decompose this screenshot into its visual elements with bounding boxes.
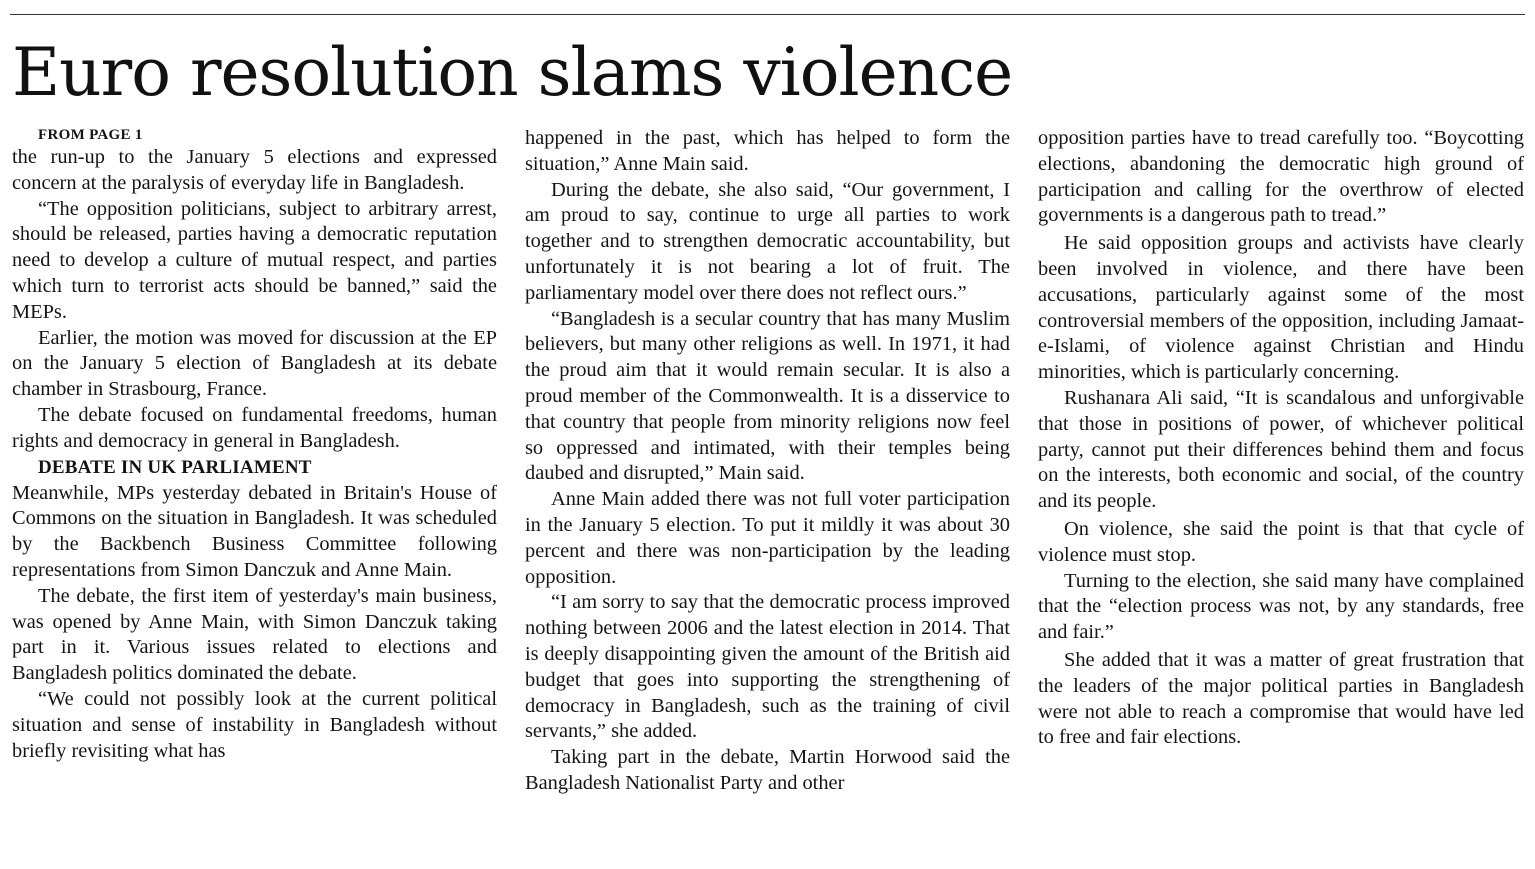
column-3 [1038,126,1524,869]
paragraph: On violence, she said the point is that that cycle of violence must stop. [1038,517,1524,566]
paragraph: opposition parties have to tread carefully too. “Boycotting elections, abandoning the democratic high ground of participation and calling for the overthrow of elected governments is a dangerous path to tread.” [1038,127,1524,227]
paragraph: She added that it was a matter of great frustration that the leaders of the major political parties in Bangladesh were not able to reach a compromise that would have led to free and fair elections. [1038,648,1524,749]
paragraph: Earlier, the motion was moved for discussion at the EP on the January 5 election of Bangladesh at its debate chamber in Strasbourg, France. [12,326,497,401]
paragraph: During the debate, she also said, “Our government, I am proud to say, continue to urge all parties to work together and to strengthen democratic accountability, but unfortunately it is not bearing a lot of fruit. The parliamentary model over there does not reflect ours.” [525,178,1010,304]
paragraph: “The opposition politicians, subject to arbitrary arrest, should be released, parties having a democratic reputation need to develop a culture of mutual respect, and parties which turn to terrorist acts should be banned,” said the MEPs. [12,197,497,323]
column-2 [525,126,1010,869]
paragraph: The debate, the first item of yesterday's main business, was opened by Anne Main, with Simon Danczuk taking part in it. Various issues related to elections and Bangladesh politics dominated the debate. [12,584,497,685]
paragraph: “Bangladesh is a secular country that has many Muslim believers, but many other religions as well. In 1971, it had the proud aim that it would remain secular. It is also a proud member of the Commonwealth. It is a disservice to that country that people from minority religions now feel so oppressed and intimated, with their temples being daubed and disrupted,” Main said. [525,307,1010,485]
paragraph: Turning to the election, she said many have complained that the “election process was not, by any standards, free and fair.” [1038,569,1524,644]
from-page-label: FROM PAGE 1 [38,127,143,143]
column-1 [12,126,497,869]
subhead: DEBATE IN UK PARLIAMENT [38,456,312,478]
paragraph: happened in the past, which has helped to form the situation,” Anne Main said. [525,127,1010,175]
paragraph: Taking part in the debate, Martin Horwood said the Bangladesh Nationalist Party and other [525,746,1010,794]
headline: Euro resolution slams violence [12,34,1013,111]
paragraph: Rushanara Ali said, “It is scandalous and unforgivable that those in positions of power, of whichever political party, cannot put their differences behind them and focus on the interests, both economic and social, of the country and its people. [1038,386,1524,513]
paragraph: Anne Main added there was not full voter participation in the January 5 election. To put it mildly it was about 30 percent and there was non-participation by the leading opposition. [525,488,1010,588]
paragraph: Meanwhile, MPs yesterday debated in Britain's House of Commons on the situation in Bangladesh. It was scheduled by the Backbench Business Committee following representations from Simon Danczuk and Anne Main. [12,481,497,581]
paragraph: the run-up to the January 5 elections and expressed concern at the paralysis of everyday life in Bangladesh. [12,146,497,194]
paragraph: The debate focused on fundamental freedoms, human rights and democracy in general in Bangladesh. [12,403,497,452]
paragraph: “We could not possibly look at the current political situation and sense of instability in Bangladesh without briefly revisiting what has [12,687,497,762]
paragraph: He said opposition groups and activists have clearly been involved in violence, and there have been accusations, particularly against some of the most controversial members of the opposition, including Jamaat-e-Islami, of violence against Christian and Hindu minorities, which is particularly concerning. [1038,232,1524,384]
paragraph: “I am sorry to say that the democratic process improved nothing between 2006 and the latest election in 2014. That is deeply disappointing given the amount of the British aid budget that goes into supporting the strengthening of democracy in Bangladesh, such as the training of civil servants,” she added. [525,591,1010,743]
top-rule [10,14,1525,15]
